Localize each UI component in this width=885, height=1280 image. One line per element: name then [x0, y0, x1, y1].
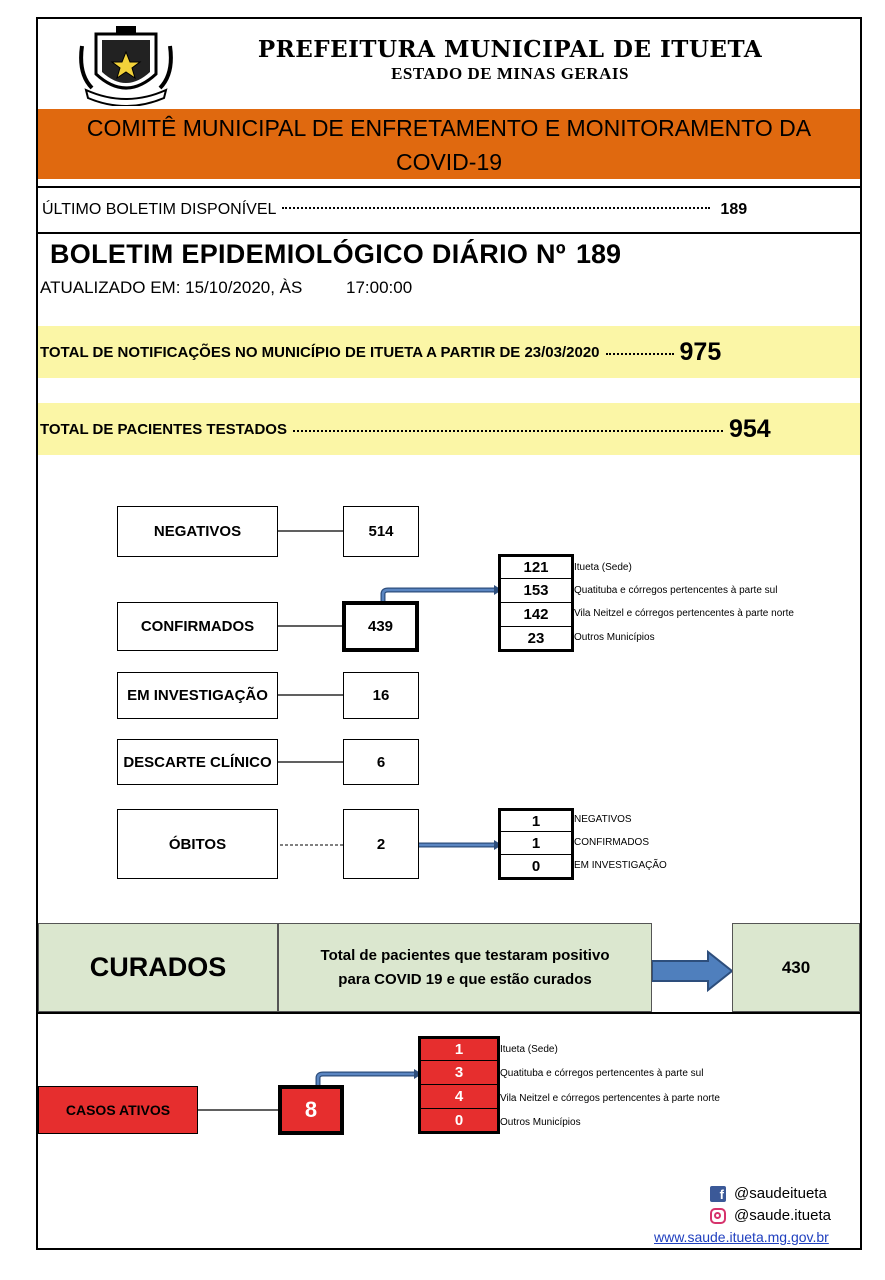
instagram-icon	[710, 1208, 726, 1224]
confirmed-breakdown-table	[498, 554, 574, 652]
instagram-handle[interactable]	[710, 1207, 831, 1224]
cured-label: CURADOS	[38, 923, 278, 1012]
committee-line-2: COVID-19	[395, 149, 503, 175]
active-cases-value: 8	[278, 1085, 344, 1135]
breakdown-value: 0	[498, 855, 574, 880]
breakdown-label: Outros Municípios	[500, 1117, 581, 1128]
facebook-icon: f	[710, 1186, 726, 1202]
clinical-discard-label-box: DESCARTE CLÍNICO	[117, 739, 278, 785]
negatives-label-box: NEGATIVOS	[117, 506, 278, 557]
breakdown-value: 1	[498, 832, 574, 855]
deaths-value-box: 2	[343, 809, 419, 879]
cured-value: 430	[732, 923, 860, 1012]
website-link[interactable]: www.saude.itueta.mg.gov.br	[654, 1229, 829, 1245]
breakdown-value: 0	[418, 1109, 500, 1134]
active-breakdown-table	[418, 1036, 500, 1134]
active-cases-label: CASOS ATIVOS	[38, 1086, 198, 1134]
deaths-breakdown-table	[498, 808, 574, 880]
updated-label: ATUALIZADO EM: 15/10/2020, ÀS	[40, 278, 303, 297]
breakdown-value: 23	[498, 627, 574, 652]
breakdown-label: EM INVESTIGAÇÃO	[574, 860, 667, 871]
confirmed-value-box: 439	[342, 601, 419, 652]
breakdown-label: Quatituba e córregos pertencentes à parte sul	[500, 1068, 704, 1079]
divider	[38, 1012, 860, 1014]
tested-label: TOTAL DE PACIENTES TESTADOS	[40, 420, 287, 438]
org-title: PREFEITURA MUNICIPAL DE ITUETA	[257, 36, 763, 63]
notifications-value: 975	[679, 337, 722, 366]
breakdown-value: 153	[498, 579, 574, 603]
breakdown-value: 4	[418, 1085, 500, 1109]
breakdown-value: 1	[418, 1036, 500, 1061]
breakdown-value: 142	[498, 603, 574, 627]
investigation-label-box: EM INVESTIGAÇÃO	[117, 672, 278, 719]
breakdown-label: Itueta (Sede)	[500, 1044, 558, 1055]
committee-line-1: COMITÊ MUNICIPAL DE ENFRETAMENTO E MONITORAMENTO DA	[86, 115, 812, 141]
breakdown-value: 3	[418, 1061, 500, 1085]
breakdown-value: 1	[498, 808, 574, 832]
investigation-value-box: 16	[343, 672, 419, 719]
bulletin-title: BOLETIM EPIDEMIOLÓGICO DIÁRIO Nº	[50, 239, 566, 269]
facebook-text: @saudeitueta	[734, 1185, 827, 1202]
breakdown-label: Itueta (Sede)	[574, 562, 632, 573]
org-subtitle: ESTADO DE MINAS GERAIS	[391, 64, 629, 83]
negatives-value-box: 514	[343, 506, 419, 557]
instagram-text: @saude.itueta	[734, 1207, 831, 1224]
notifications-label: TOTAL DE NOTIFICAÇÕES NO MUNICÍPIO DE ITUETA A PARTIR DE 23/03/2020	[40, 343, 600, 361]
deaths-label-box: ÓBITOS	[117, 809, 278, 879]
confirmed-label-box: CONFIRMADOS	[117, 602, 278, 651]
breakdown-label: NEGATIVOS	[574, 814, 632, 825]
clinical-discard-value-box: 6	[343, 739, 419, 785]
last-bulletin-label: ÚLTIMO BOLETIM DISPONÍVEL	[42, 201, 277, 218]
bulletin-number: 189	[576, 239, 622, 269]
breakdown-label: Vila Neitzel e córregos pertencentes à parte norte	[574, 608, 794, 619]
updated-time: 17:00:00	[346, 278, 413, 297]
tested-value: 954	[728, 414, 771, 443]
breakdown-label: CONFIRMADOS	[574, 837, 649, 848]
facebook-handle[interactable]	[710, 1185, 827, 1202]
breakdown-label: Quatituba e córregos pertencentes à parte sul	[574, 585, 778, 596]
breakdown-value: 121	[498, 554, 574, 579]
last-bulletin-value: 189	[720, 201, 748, 218]
cured-description: Total de pacientes que testaram positivo para COVID 19 e que estão curados	[278, 923, 652, 1012]
breakdown-label: Outros Municípios	[574, 632, 655, 643]
breakdown-label: Vila Neitzel e córregos pertencentes à parte norte	[500, 1093, 720, 1104]
